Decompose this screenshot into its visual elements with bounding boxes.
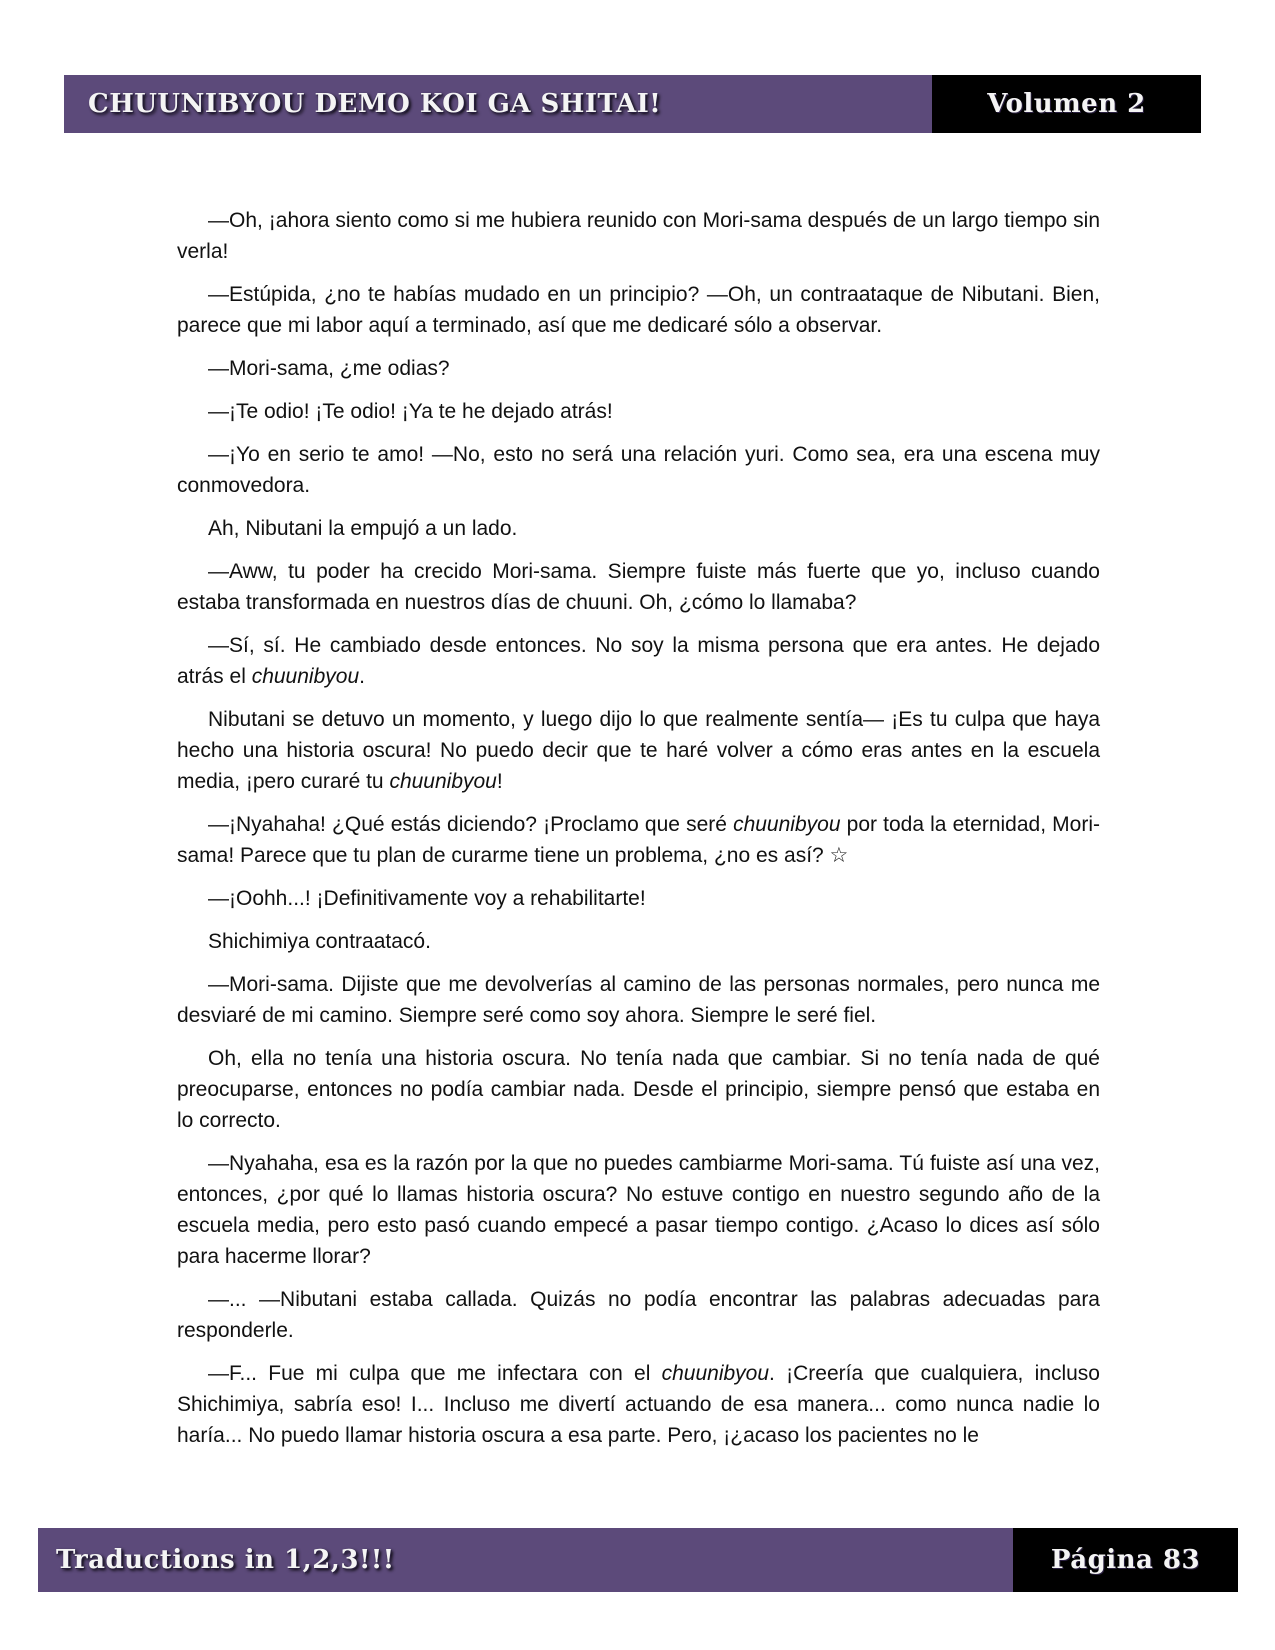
page-body xyxy=(177,205,1100,1451)
body-paragraph xyxy=(177,439,1100,501)
paragraph-text: —Aww, tu poder ha crecido Mori-sama. Siempre fuiste más fuerte que yo, incluso cuando estaba transformada en nuestros días de chuuni. Oh, ¿cómo lo llamaba? xyxy=(177,560,1100,614)
body-paragraph xyxy=(177,396,1100,427)
book-title: CHUUNIBYOU DEMO KOI GA SHITAI! xyxy=(88,89,662,119)
italic-term: chuunibyou xyxy=(733,813,841,836)
paragraph-text: —Estúpida, ¿no te habías mudado en un principio? —Oh, un contraataque de Nibutani. Bien, parece que mi labor aquí a terminado, así que me dedicaré sólo a observar. xyxy=(177,283,1100,337)
body-paragraph xyxy=(177,809,1100,871)
paragraph-text: —¡Oohh...! ¡Definitivamente voy a rehabilitarte! xyxy=(208,887,646,910)
body-paragraph xyxy=(177,1043,1100,1136)
body-paragraph xyxy=(177,353,1100,384)
body-paragraph xyxy=(177,630,1100,692)
header-volume-band xyxy=(932,75,1201,133)
paragraph-text: —Oh, ¡ahora siento como si me hubiera reunido con Mori-sama después de un largo tiempo sin verla! xyxy=(177,209,1100,263)
body-paragraph xyxy=(177,556,1100,618)
paragraph-text: . xyxy=(359,665,365,688)
footer-credit-band xyxy=(38,1528,1013,1592)
paragraph-text: Oh, ella no tenía una historia oscura. No tenía nada que cambiar. Si no tenía nada de qué preocuparse, entonces no podía cambiar nada. Desde el principio, siempre pensó que estaba en lo correcto. xyxy=(177,1047,1100,1132)
paragraph-text: —¡Nyahaha! ¿Qué estás diciendo? ¡Proclamo que seré xyxy=(208,813,734,836)
body-paragraph xyxy=(177,926,1100,957)
paragraph-text: —... —Nibutani estaba callada. Quizás no podía encontrar las palabras adecuadas para responderle. xyxy=(177,1288,1100,1342)
italic-term: chuunibyou xyxy=(251,665,360,688)
page-footer xyxy=(38,1528,1238,1592)
body-paragraph xyxy=(177,205,1100,267)
paragraph-text: —¡Te odio! ¡Te odio! ¡Ya te he dejado atrás! xyxy=(208,400,613,423)
paragraph-text: —F... Fue mi culpa que me infectara con el xyxy=(208,1362,662,1385)
page-header xyxy=(64,75,1201,133)
body-paragraph xyxy=(177,704,1100,797)
paragraph-text: Shichimiya contraatacó. xyxy=(208,930,431,953)
body-paragraph xyxy=(177,279,1100,341)
volume-label: Volumen 2 xyxy=(987,89,1146,119)
body-paragraph xyxy=(177,883,1100,914)
body-paragraph xyxy=(177,1148,1100,1272)
body-paragraph xyxy=(177,513,1100,544)
italic-term: chuunibyou xyxy=(389,770,497,793)
page-number: Página 83 xyxy=(1050,1545,1201,1575)
paragraph-text: —¡Yo en serio te amo! —No, esto no será una relación yuri. Como sea, era una escena muy conmovedora. xyxy=(177,443,1100,497)
paragraph-text: . ¡Creería que cualquiera, incluso Shichimiya, sabría eso! I... Incluso me divertí actuando de esa manera... como nunca nadie lo haría... No puedo llamar historia oscura a esa parte. Pero, ¡¿acaso los pacientes no le xyxy=(177,1362,1100,1447)
body-paragraph xyxy=(177,1358,1100,1451)
italic-term: chuunibyou xyxy=(661,1362,770,1385)
paragraph-text: —Mori-sama. Dijiste que me devolverías al camino de las personas normales, pero nunca me desviaré de mi camino. Siempre seré como soy ahora. Siempre le seré fiel. xyxy=(177,973,1100,1027)
body-paragraph xyxy=(177,1284,1100,1346)
body-paragraph xyxy=(177,969,1100,1031)
footer-page-band xyxy=(1013,1528,1238,1592)
paragraph-text: Nibutani se detuvo un momento, y luego dijo lo que realmente sentía— ¡Es tu culpa que haya hecho una historia oscura! No puedo decir que te haré volver a cómo eras antes en la escuela media, ¡pero curaré tu xyxy=(177,708,1100,793)
header-title-band xyxy=(64,75,932,133)
paragraph-text: —Mori-sama, ¿me odias? xyxy=(208,357,450,380)
paragraph-text: Ah, Nibutani la empujó a un lado. xyxy=(208,517,518,540)
paragraph-text: por toda la eternidad, Mori-sama! Parece que tu plan de curarme tiene un problema, ¿no es así? ☆ xyxy=(177,813,1100,867)
paragraph-text: —Nyahaha, esa es la razón por la que no puedes cambiarme Mori-sama. Tú fuiste así una vez, entonces, ¿por qué lo llamas historia oscura? No estuve contigo en nuestro segundo año de la escuela media, pero esto pasó cuando empecé a pasar tiempo contigo. ¿Acaso lo dices así sólo para hacerme llorar? xyxy=(177,1152,1100,1268)
translator-credit: Traductions in 1,2,3!!! xyxy=(56,1545,395,1575)
paragraph-text: ! xyxy=(496,770,503,793)
paragraph-text: —Sí, sí. He cambiado desde entonces. No soy la misma persona que era antes. He dejado atrás el xyxy=(177,634,1100,688)
